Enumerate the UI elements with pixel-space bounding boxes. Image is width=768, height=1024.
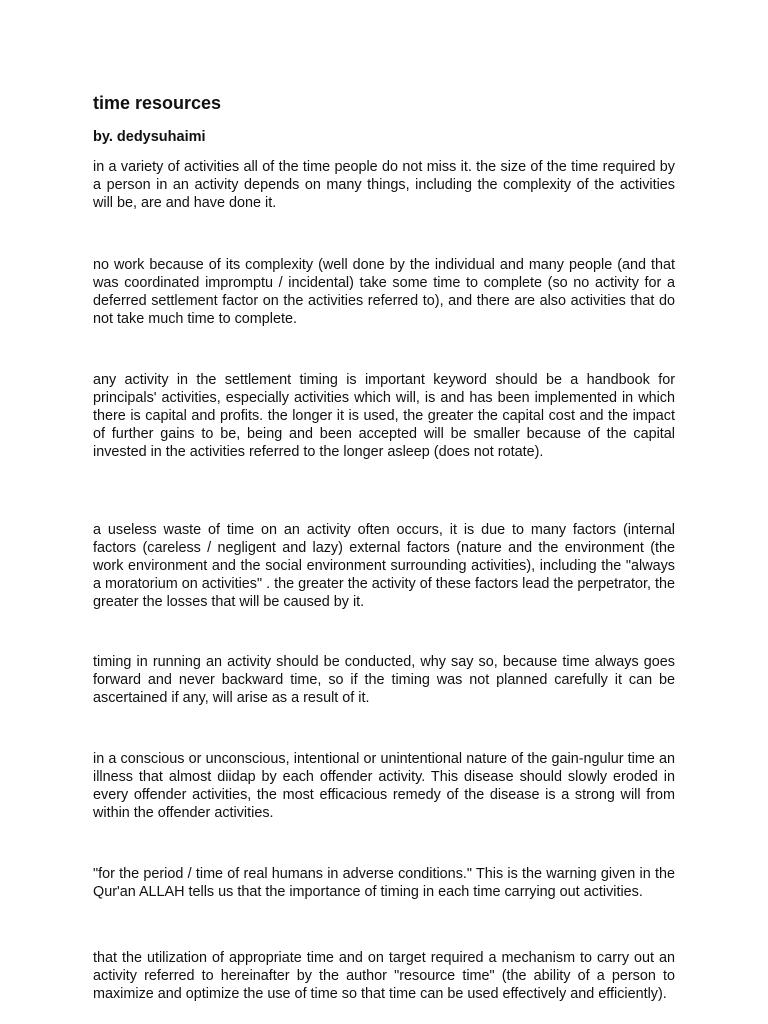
document-author: by. dedysuhaimi [93,129,206,145]
paragraph: in a variety of activities all of the time people do not miss it. the size of the time required by a person in an activity depends on many things, including the complexity of the activities will be, are and have done it. [93,159,675,211]
paragraph: that the utilization of appropriate time and on target required a mechanism to carry out an activity referred to hereinafter by the author "resource time" (the ability of a person to maximize and optimize the use of time so that time can be used effectively and efficiently). [93,950,675,1002]
paragraph: in a conscious or unconscious, intentional or unintentional nature of the gain-ngulur time an illness that almost diidap by each offender activity. This disease should slowly eroded in every offender activities, the most efficacious remedy of the disease is a strong will from within the offender activities. [93,751,675,821]
paragraph: no work because of its complexity (well done by the individual and many people (and that was coordinated impromptu / incidental) take some time to complete (so no activity for a deferred settlement factor on the activities referred to), and there are also activities that do not take much time to complete. [93,257,675,327]
paragraph: a useless waste of time on an activity often occurs, it is due to many factors (internal factors (careless / negligent and lazy) external factors (nature and the environment (the work environment and the social environment surrounding activities), including the "always a moratorium on activities" . the greater the activity of these factors lead the perpetrator, the greater the losses that will be caused by it. [93,522,675,610]
paragraph: timing in running an activity should be conducted, why say so, because time always goes forward and never backward time, so if the timing was not planned carefully it can be ascertained if any, will arise as a result of it. [93,654,675,706]
document-title: time resources [93,93,222,113]
paragraph: any activity in the settlement timing is important keyword should be a handbook for principals' activities, especially activities which will, is and has been implemented in which there is capital and profits. the longer it is used, the greater the capital cost and the impact of further gains to be, being and been accepted will be smaller because of the capital invested in the activities referred to the longer asleep (does not rotate). [93,372,675,460]
paragraph: "for the period / time of real humans in adverse conditions." This is the warning given in the Qur'an ALLAH tells us that the importance of timing in each time carrying out activities. [93,866,675,900]
